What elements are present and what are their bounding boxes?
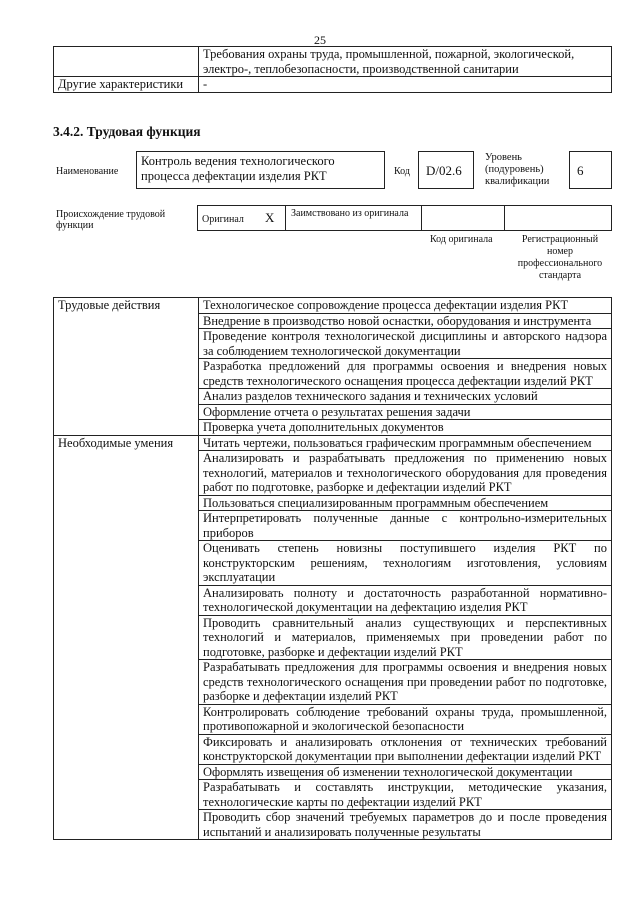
group-label: Трудовые действия [54, 298, 199, 436]
borrowed-label: Заимствовано из оригинала [291, 208, 409, 219]
table-row [54, 298, 612, 314]
group-item: Интерпретировать полученные данные с контрольно-измерительных приборов [199, 511, 612, 541]
row-value: Требования охраны труда, промышленной, пожарной, экологической, электро-, теплобезопасности, производственной санитарии [199, 47, 612, 77]
name-label: Наименование [56, 166, 119, 177]
reg-number-label: Регистрационный номер профессионального стандарта [517, 234, 603, 281]
group-item: Проводить сравнительный анализ существующих и перспективных технологий и материалов, применяемых при проведении работ по подготовке, разборке и дефектации изделий РКТ [199, 615, 612, 660]
row-label: Другие характеристики [54, 77, 199, 93]
row-value: - [199, 77, 612, 93]
group-item: Фиксировать и анализировать отклонения от технических требований конструкторской документации при выполнении дефектации изделий РКТ [199, 734, 612, 764]
code-original-box [421, 205, 505, 231]
origin-label: Происхождение трудовой функции [56, 209, 166, 231]
level-value: 6 [569, 151, 612, 189]
original-box [197, 205, 286, 231]
group-item: Внедрение в производство новой оснастки, оборудования и инструмента [199, 313, 612, 329]
code-label: Код [394, 166, 410, 177]
original-label: Оригинал [202, 214, 244, 225]
level-label: Уровень (подуровень) квалификации [485, 152, 550, 187]
section-title: 3.4.2. Трудовая функция [53, 124, 201, 139]
group-item: Пользоваться специализированным программным обеспечением [199, 495, 612, 511]
group-item: Читать чертежи, пользоваться графическим программным обеспечением [199, 435, 612, 451]
code-value: D/02.6 [418, 151, 474, 189]
table-row [54, 77, 612, 93]
row-label [54, 47, 199, 77]
group-item: Проведение контроля технологической дисциплины и авторского надзора за соблюдением технологической документации [199, 329, 612, 359]
group-item: Контролировать соблюдение требований охраны труда, промышленной, противопожарной и экологической безопасности [199, 704, 612, 734]
group-item: Разрабатывать предложения для программы освоения и внедрения новых средств технологического оснащения при проведении работ по подготовке, разборке и дефектации изделий РКТ [199, 660, 612, 705]
name-value: Контроль ведения технологического процесса дефектации изделия РКТ [136, 151, 385, 189]
code-original-label: Код оригинала [430, 234, 493, 245]
table-row [54, 47, 612, 77]
group-item: Разработка предложений для программы освоения и внедрения новых средств технологического оснащения процесса дефектации изделий РКТ [199, 359, 612, 389]
group-item: Анализировать и разрабатывать предложения по применению новых технологий, материалов и технологического оборудования для проведения работ по подготовке, разборке и дефектации изделий РКТ [199, 451, 612, 496]
group-item: Анализ разделов технического задания и технических условий [199, 389, 612, 405]
group-item: Технологическое сопровождение процесса дефектации изделия РКТ [199, 298, 612, 314]
group-item: Оформлять извещения об изменении технологической документации [199, 764, 612, 780]
group-item: Анализировать полноту и достаточность разработанной нормативно-технологической документации на дефектацию изделия РКТ [199, 585, 612, 615]
group-item: Проверка учета дополнительных документов [199, 420, 612, 436]
group-item: Разрабатывать и составлять инструкции, методические указания, технологические карты по дефектации изделий РКТ [199, 780, 612, 810]
group-item: Оценивать степень новизны поступившего изделия РКТ по конструкторским решениям, технологиям изготовления, условиям эксплуатации [199, 541, 612, 586]
reg-number-box [504, 205, 612, 231]
function-details-table [53, 297, 612, 840]
borrowed-box [285, 205, 422, 231]
group-item: Оформление отчета о результатах решения задачи [199, 404, 612, 420]
original-mark: X [265, 210, 275, 225]
page-number: 25 [314, 33, 326, 47]
table-row [54, 435, 612, 451]
requirements-table [53, 46, 612, 93]
group-item: Проводить сбор значений требуемых параметров до и после проведения испытаний и анализировать полученные результаты [199, 810, 612, 840]
group-label: Необходимые умения [54, 435, 199, 840]
